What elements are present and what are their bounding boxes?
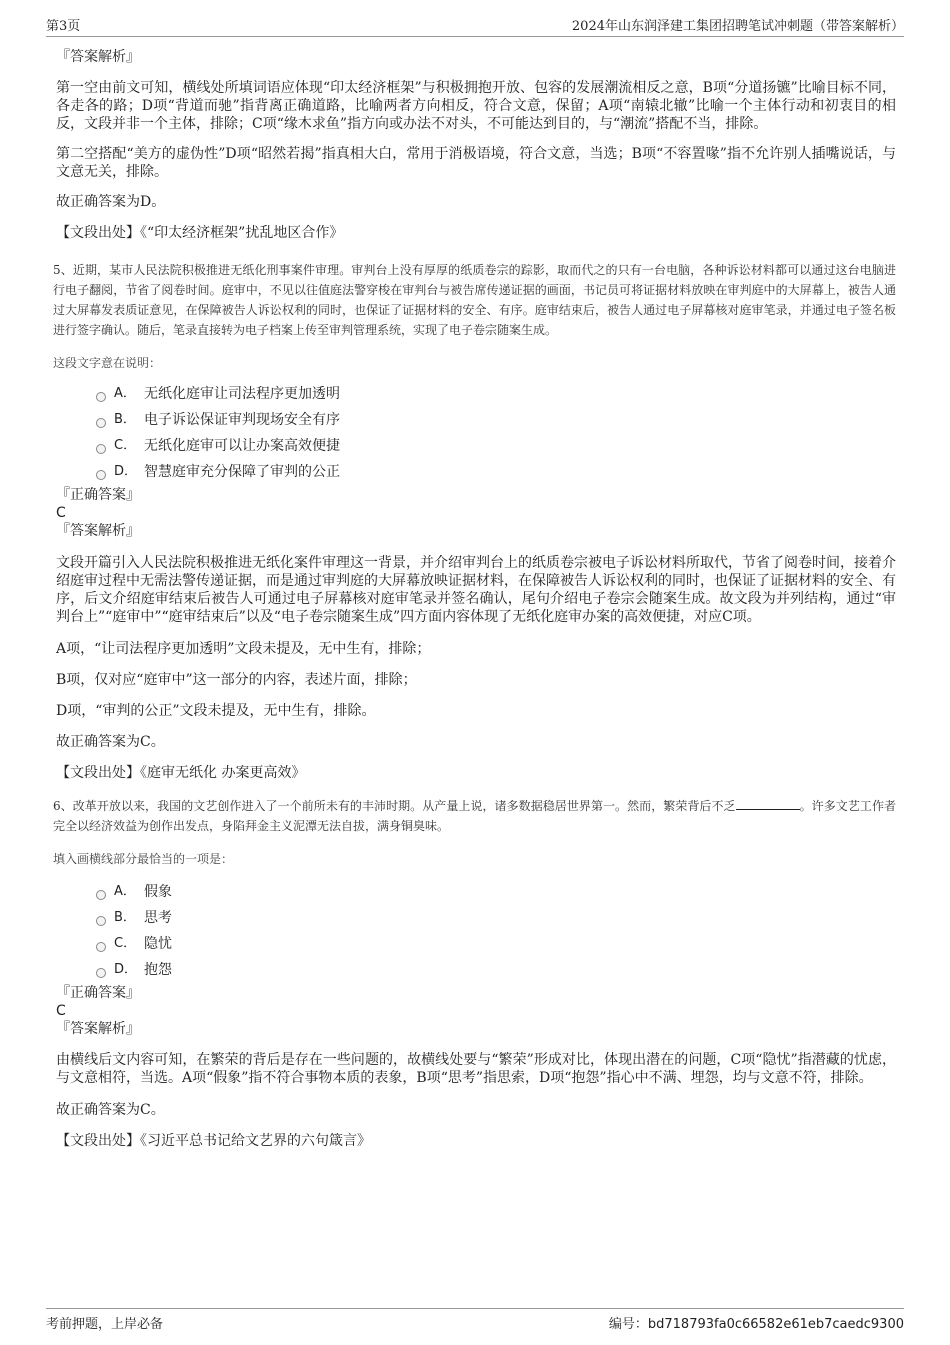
q6-analysis-label: 『答案解析』 [56,1021,140,1037]
q6-conclusion: 故正确答案为C。 [56,1102,165,1118]
q5-analysis-a: A项，“让司法程序更加透明”文段未提及，无中生有，排除； [56,641,431,657]
q4-analysis-p1: 第一空由前文可知，横线处所填词语应体现“印太经济框架”与积极拥抱开放、包容的发展潮流相反之意，B项“分道扬镳”比喻目标不同，各走各的路；D项“背道而驰”指背离正确道路，比喻两者方向相反，符合文意，保留；A项“南辕北辙”比喻一个主体行动和初衷目的相反，文段并非一个主体，排除；C项“缘木求鱼”指方向或办法不对头，不可能达到目的，与“潮流”搭配不当，排除。 [56,80,896,132]
q5-option-c[interactable]: C． 无纸化庭审可以让办案高效便捷 [96,437,896,455]
q4-analysis-label: 『答案解析』 [56,49,140,65]
q6-correct-answer: C [56,1003,66,1019]
q4-source: 【文段出处】《“印太经济框架”扰乱地区合作》 [56,225,344,241]
page-number: 第3页 [46,19,81,34]
q6-analysis-p1: 由横线后文内容可知，在繁荣的背后是存在一些问题的，故横线处要与“繁荣”形成对比，体现出潜在的问题，C项“隐忧”指潜藏的忧虑，与文意相符，当选。A项“假象”指不符合事物本质的表象，B项“思考”指思索，D项“抱怨”指心中不满、埋怨，均与文意不符，排除。 [56,1052,896,1086]
radio-icon[interactable] [96,968,106,978]
page-footer [46,1308,904,1335]
q6-option-b[interactable]: B． 思考 [96,909,896,927]
q6-question-text: 6、改革开放以来，我国的文艺创作进入了一个前所未有的丰沛时期。从产量上说，诸多数据稳居世界第一。然而，繁荣背后不乏 。许多文艺工作者完全以经济效益为创作出发点，身陷拜金主义泥潭无法自拔，满身铜臭味。 [53,799,896,833]
page-content [53,48,896,1150]
q6-prompt: 填入画横线部分最恰当的一项是： [53,852,234,866]
document-id: 编号：bd718793fa0c66582e61eb7caedc9300 [608,1317,904,1332]
q6-options [96,883,896,979]
document-title: 2024年山东润泽建工集团招聘笔试冲刺题（带答案解析） [571,19,904,34]
q5-conclusion: 故正确答案为C。 [56,734,165,750]
q6-source: 【文段出处】《习近平总书记给文艺界的六句箴言》 [56,1133,371,1149]
q6-option-a[interactable]: A． 假象 [96,883,896,901]
q5-question-text: 5、近期，某市人民法院积极推进无纸化刑事案件审理。审判台上没有厚厚的纸质卷宗的踪影，取而代之的只有一台电脑，各种诉讼材料都可以通过这台电脑进行电子翻阅，节省了阅卷时间。庭审中，不见以往值庭法警穿梭在审判台与被告席传递证据的画面，书记员可将证据材料放映在审判庭中的大屏幕上，被告人通过大屏幕发表质证意见，在保障被告人诉讼权利的同时，也保证了证据材料的安全、有序。庭审结束后，被告人通过电子屏幕核对庭审笔录，并通过电子签名板进行签字确认。随后，笔录直接转为电子档案上传至审判管理系统，实现了电子卷宗随案生成。 [53,263,896,337]
radio-icon[interactable] [96,470,106,480]
q5-source: 【文段出处】《庭审无纸化 办案更高效》 [56,765,306,781]
radio-icon[interactable] [96,890,106,900]
radio-icon[interactable] [96,418,106,428]
q4-analysis-p2: 第二空搭配“美方的虚伪性”D项“昭然若揭”指真相大白，常用于消极语境，符合文意，当选；B项“不容置喙”指不允许别人插嘴说话，与文意无关，排除。 [56,146,896,180]
q5-analysis-label: 『答案解析』 [56,523,140,539]
radio-icon[interactable] [96,392,106,402]
q5-option-a[interactable]: A． 无纸化庭审让司法程序更加透明 [96,385,896,403]
radio-icon[interactable] [96,942,106,952]
q5-analysis-d: D项，“审判的公正”文段未提及，无中生有，排除。 [56,703,376,719]
q5-option-b[interactable]: B． 电子诉讼保证审判现场安全有序 [96,411,896,429]
q6-option-c[interactable]: C． 隐忧 [96,935,896,953]
q5-analysis-b: B项，仅对应“庭审中”这一部分的内容，表述片面，排除； [56,672,417,688]
q5-prompt: 这段文字意在说明： [53,356,162,370]
q5-analysis-p1: 文段开篇引入人民法院积极推进无纸化案件审理这一背景，并介绍审判台上的纸质卷宗被电子诉讼材料所取代，节省了阅卷时间，接着介绍庭审过程中无需法警传递证据，而是通过审判庭的大屏幕放映证据材料，在保障被告人诉讼权利的同时，也保证了证据材料的安全、有序，后文介绍庭审结束后被告人可通过电子屏幕核对庭审笔录并签名确认，尾句介绍电子卷宗会随案生成。故文段为并列结构，通过“审判台上”“庭审中”“庭审结束后”以及“电子卷宗随案生成”四方面内容体现了无纸化庭审办案的高效便捷，对应C项。 [56,555,896,625]
q5-options [96,385,896,481]
q5-option-d[interactable]: D． 智慧庭审充分保障了审判的公正 [96,463,896,481]
q6-option-d[interactable]: D． 抱怨 [96,961,896,979]
q4-conclusion: 故正确答案为D。 [56,194,166,210]
q6-correct-label: 『正确答案』 [56,985,140,1001]
footer-slogan: 考前押题，上岸必备 [46,1317,164,1332]
q5-correct-label: 『正确答案』 [56,487,140,503]
answer-blank [736,799,800,810]
page-header [46,12,904,37]
radio-icon[interactable] [96,916,106,926]
q5-correct-answer: C [56,505,66,521]
radio-icon[interactable] [96,444,106,454]
